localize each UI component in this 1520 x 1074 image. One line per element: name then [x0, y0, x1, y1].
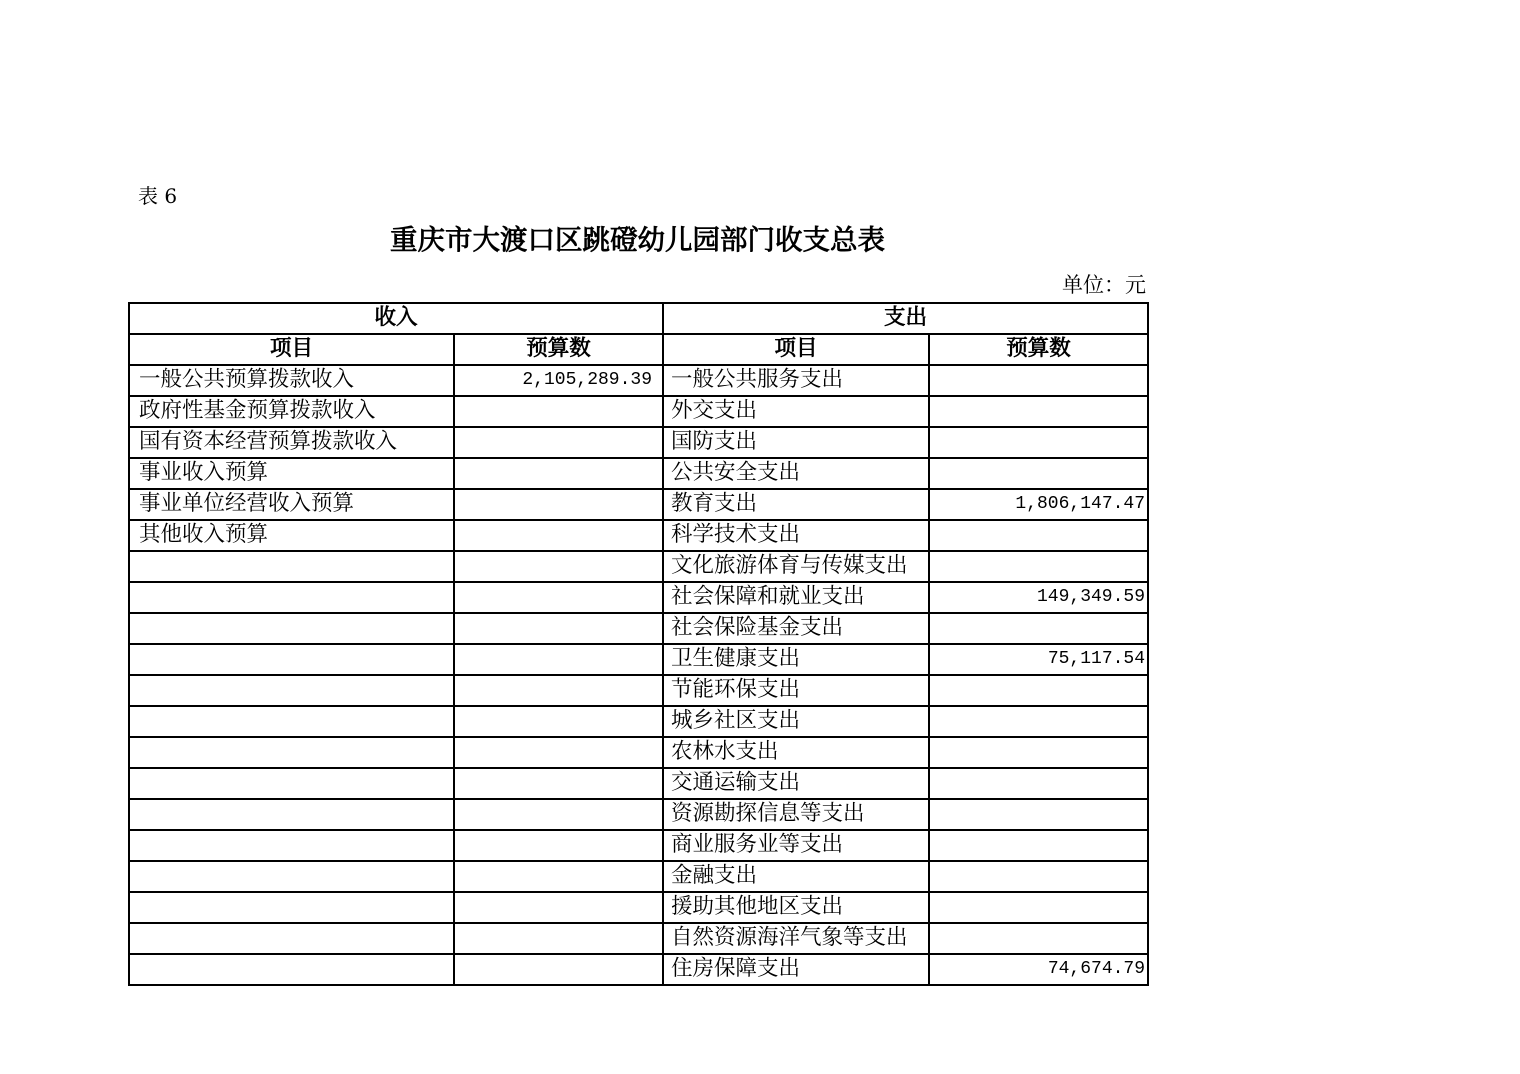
table-row	[129, 861, 1148, 892]
income-item-cell	[129, 954, 454, 985]
income-budget-cell	[454, 861, 663, 892]
expense-item-cell: 交通运输支出	[663, 768, 929, 799]
income-budget-cell	[454, 551, 663, 582]
expense-budget-cell: 1,806,147.47	[929, 489, 1148, 520]
expense-budget-cell	[929, 768, 1148, 799]
income-item-cell: 国有资本经营预算拨款收入	[129, 427, 454, 458]
income-item-cell: 事业单位经营收入预算	[129, 489, 454, 520]
income-budget-cell	[454, 768, 663, 799]
column-header-row	[129, 334, 1148, 365]
income-item-cell	[129, 799, 454, 830]
income-budget-cell	[454, 613, 663, 644]
expense-budget-cell	[929, 427, 1148, 458]
expense-item-cell: 农林水支出	[663, 737, 929, 768]
income-item-cell: 一般公共预算拨款收入	[129, 365, 454, 396]
expense-item-cell: 资源勘探信息等支出	[663, 799, 929, 830]
section-header-row	[129, 303, 1148, 334]
expense-item-cell: 一般公共服务支出	[663, 365, 929, 396]
income-budget-cell	[454, 582, 663, 613]
income-budget-cell	[454, 706, 663, 737]
income-item-cell: 其他收入预算	[129, 520, 454, 551]
page-title: 重庆市大渡口区跳磴幼儿园部门收支总表	[390, 224, 885, 256]
income-budget-cell	[454, 458, 663, 489]
expense-budget-cell	[929, 830, 1148, 861]
income-budget-cell	[454, 644, 663, 675]
income-budget-cell	[454, 427, 663, 458]
expense-budget-cell	[929, 396, 1148, 427]
income-item-cell	[129, 830, 454, 861]
income-item-cell	[129, 551, 454, 582]
expense-item-cell: 国防支出	[663, 427, 929, 458]
table-row	[129, 396, 1148, 427]
expense-budget-cell	[929, 923, 1148, 954]
income-budget-cell	[454, 737, 663, 768]
income-item-cell	[129, 706, 454, 737]
expense-budget-cell	[929, 551, 1148, 582]
expense-budget-cell	[929, 613, 1148, 644]
income-item-cell	[129, 644, 454, 675]
expense-item-cell: 文化旅游体育与传媒支出	[663, 551, 929, 582]
table-row	[129, 923, 1148, 954]
expense-item-cell: 金融支出	[663, 861, 929, 892]
table-row	[129, 892, 1148, 923]
table-row	[129, 458, 1148, 489]
expense-item-cell: 科学技术支出	[663, 520, 929, 551]
income-item-cell: 政府性基金预算拨款收入	[129, 396, 454, 427]
table-row	[129, 830, 1148, 861]
expense-budget-column-header: 预算数	[929, 334, 1148, 365]
expense-item-column-header: 项目	[663, 334, 929, 365]
expense-budget-cell	[929, 892, 1148, 923]
table-row	[129, 427, 1148, 458]
expense-budget-cell	[929, 458, 1148, 489]
unit-label: 单位：元	[1062, 273, 1146, 297]
expense-budget-cell	[929, 675, 1148, 706]
income-budget-cell	[454, 675, 663, 706]
table-row	[129, 489, 1148, 520]
expense-budget-cell: 75,117.54	[929, 644, 1148, 675]
table-number-label: 表 6	[138, 184, 178, 208]
table-row	[129, 520, 1148, 551]
income-item-cell	[129, 923, 454, 954]
table-row	[129, 644, 1148, 675]
expense-budget-cell	[929, 520, 1148, 551]
expense-budget-cell	[929, 737, 1148, 768]
table-row	[129, 799, 1148, 830]
expense-item-cell: 住房保障支出	[663, 954, 929, 985]
expense-budget-cell	[929, 861, 1148, 892]
income-item-cell	[129, 582, 454, 613]
expense-item-cell: 自然资源海洋气象等支出	[663, 923, 929, 954]
income-item-cell	[129, 861, 454, 892]
income-budget-cell	[454, 489, 663, 520]
expense-budget-cell	[929, 706, 1148, 737]
income-budget-column-header: 预算数	[454, 334, 663, 365]
income-section-header: 收入	[129, 303, 663, 334]
income-item-cell: 事业收入预算	[129, 458, 454, 489]
income-budget-cell	[454, 396, 663, 427]
expense-item-cell: 公共安全支出	[663, 458, 929, 489]
expense-item-cell: 商业服务业等支出	[663, 830, 929, 861]
expense-item-cell: 社会保障和就业支出	[663, 582, 929, 613]
table-row	[129, 768, 1148, 799]
income-item-cell	[129, 737, 454, 768]
expense-budget-cell: 149,349.59	[929, 582, 1148, 613]
expense-budget-cell: 74,674.79	[929, 954, 1148, 985]
table-row	[129, 954, 1148, 985]
income-budget-cell: 2,105,289.39	[454, 365, 663, 396]
table-row	[129, 551, 1148, 582]
table-row	[129, 675, 1148, 706]
income-budget-cell	[454, 830, 663, 861]
table-row	[129, 582, 1148, 613]
expense-item-cell: 援助其他地区支出	[663, 892, 929, 923]
income-item-cell	[129, 892, 454, 923]
income-item-cell	[129, 768, 454, 799]
table-row	[129, 737, 1148, 768]
expense-item-cell: 节能环保支出	[663, 675, 929, 706]
table-row	[129, 706, 1148, 737]
expense-section-header: 支出	[663, 303, 1148, 334]
budget-summary-table	[128, 302, 1149, 986]
income-item-column-header: 项目	[129, 334, 454, 365]
table-row	[129, 613, 1148, 644]
expense-item-cell: 外交支出	[663, 396, 929, 427]
expense-budget-cell	[929, 365, 1148, 396]
expense-item-cell: 城乡社区支出	[663, 706, 929, 737]
expense-budget-cell	[929, 799, 1148, 830]
expense-item-cell: 社会保险基金支出	[663, 613, 929, 644]
income-budget-cell	[454, 923, 663, 954]
expense-item-cell: 卫生健康支出	[663, 644, 929, 675]
income-budget-cell	[454, 520, 663, 551]
income-item-cell	[129, 613, 454, 644]
income-budget-cell	[454, 799, 663, 830]
expense-item-cell: 教育支出	[663, 489, 929, 520]
income-item-cell	[129, 675, 454, 706]
income-budget-cell	[454, 892, 663, 923]
income-budget-cell	[454, 954, 663, 985]
table-row	[129, 365, 1148, 396]
